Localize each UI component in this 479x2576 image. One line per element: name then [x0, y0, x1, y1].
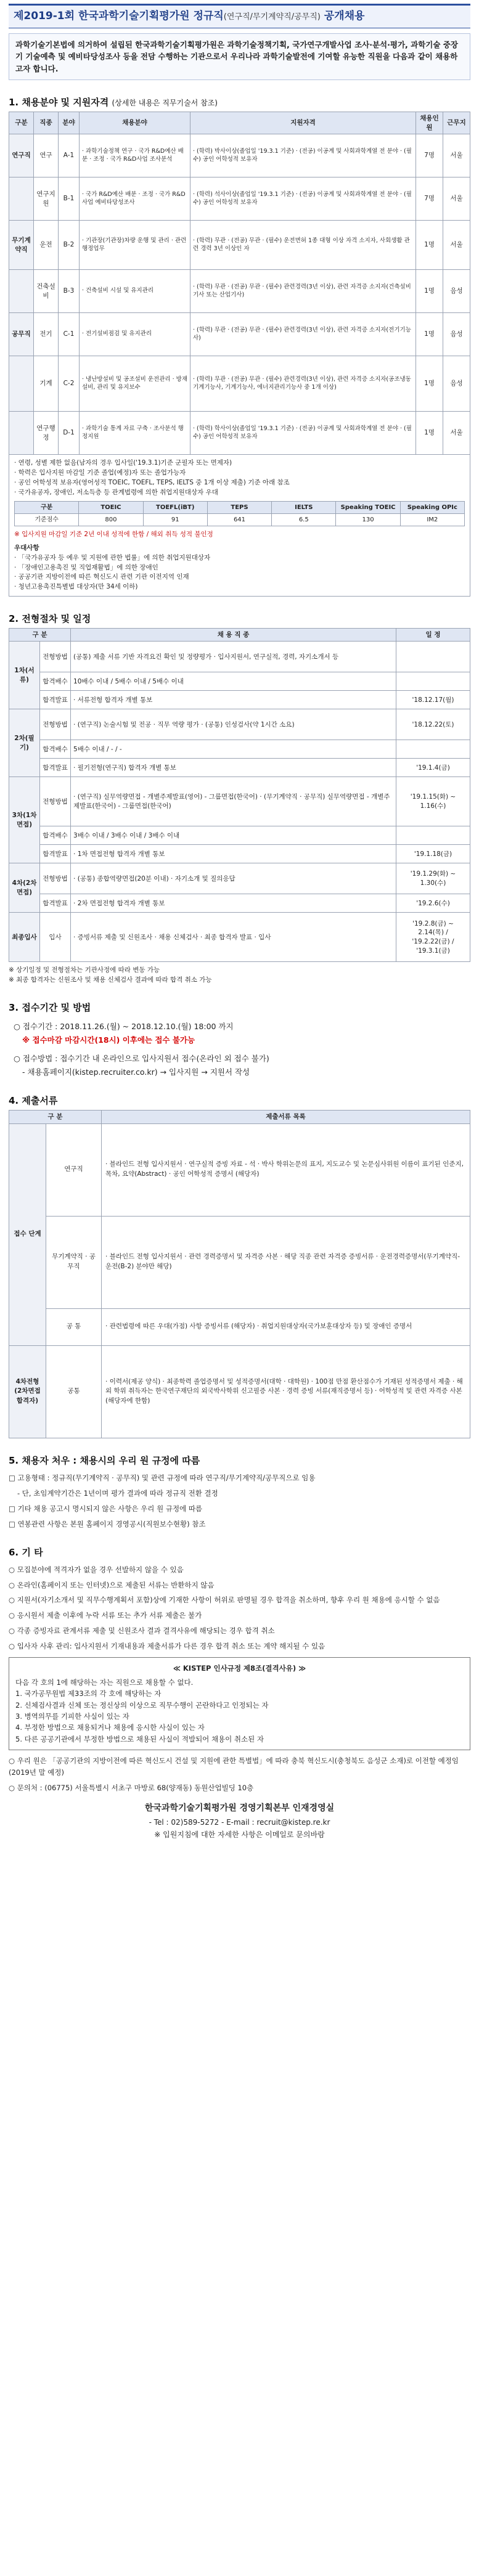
priority-line: · 「국가유공자 등 예우 및 지원에 관한 법률」에 의한 취업지원대상자: [14, 553, 211, 561]
header-cell: 채용분야: [80, 112, 190, 134]
date-cell: [396, 642, 470, 672]
score-cell: 기준점수: [15, 514, 79, 526]
job-type-cell: 연구행정: [34, 412, 59, 455]
score-cell: 130: [336, 514, 400, 526]
category-cell: [9, 412, 34, 455]
step-cell: 합격발표: [40, 894, 71, 913]
content-cell: · (연구직) 논술시험 및 전공 · 직무 역량 평가 · (공통) 인성검사(약 1시간 소요): [71, 709, 396, 740]
priority-title: 우대사항: [14, 544, 39, 552]
date-cell: '19.1.29(화) ~ 1.30(수): [396, 863, 470, 894]
table-row: [9, 356, 470, 412]
section-treatment: [9, 1454, 470, 1530]
table-header-row: [9, 628, 470, 642]
content-cell: 3배수 이내 / 3배수 이내 / 3배수 이내: [71, 826, 396, 845]
list-item: ○ 온라인(홈페이지 또는 인터넷)으로 제출된 서류는 반환하지 않음: [9, 1580, 215, 1589]
content-cell: 10배수 이내 / 5배수 이내 / 5배수 이내: [71, 672, 396, 691]
code-cell: D-1: [59, 412, 80, 455]
headcount-cell: 7명: [416, 177, 443, 221]
step-cell: 합격배수: [40, 826, 71, 845]
header-cell: 지원자격: [190, 112, 416, 134]
treatment-list: [9, 1472, 470, 1530]
header-cell: 분야: [59, 112, 80, 134]
code-cell: A-1: [59, 134, 80, 177]
code-cell: C-1: [59, 313, 80, 356]
table-row: [9, 740, 470, 759]
table-row: [9, 691, 470, 709]
header-cell: 구 분: [9, 628, 71, 642]
job-type-cell: 전기: [34, 313, 59, 356]
period-warning: [14, 1034, 470, 1046]
warning-text: ※ 접수마감 마감시간(18시) 이후에는 접수 불가능: [22, 1035, 195, 1045]
language-score-table: [14, 501, 465, 526]
qualification-cell: · (학력) 무관 · (전공) 무관 · (필수) 관련경력(3년 이상), 관련 자격증 소지자(전기기능사): [190, 313, 416, 356]
stage-cell: 4차전형 (2차면접 합격자): [9, 1345, 46, 1438]
table-row: [9, 412, 470, 455]
field-cell: · 기관장(기관장)차량 운행 및 관리 · 관련 행정업무: [80, 221, 190, 270]
stage-cell: 2차(필기): [9, 709, 40, 777]
intro-paragraph: 과학기술기본법에 의거하여 설립된 한국과학기술기획평가원은 과학기술정책기획, 국가연구개발사업 조사·분석·평가, 과학기술 중장기 기술예측 및 예비타당성조사 등을 전담 수행하는 기관으로서 우리나라 과학기술발전에 기여할 유능한 직원을 다음과 같이 채용하고자 합니다.: [9, 33, 470, 80]
location-cell: 서울: [443, 177, 470, 221]
docs-cell: · 블라인드 전형 입사지원서 · 연구실적 증빙 자료 - 석 · 박사 학위논문의 표지, 지도교수 및 논문심사위원 이름이 표기된 인준지, 목차, 요약(Abstract) · 공인 어학성적 증명서 (해당자): [102, 1123, 470, 1216]
other-tail-list: [9, 1755, 470, 1794]
disqualification-title: ≪ KISTEP 인사규정 제8조(결격사유) ≫: [173, 1664, 306, 1673]
date-cell: '18.12.17(월): [396, 691, 470, 709]
step-cell: 합격발표: [40, 759, 71, 777]
note-line: · 국가유공자, 장애인, 저소득층 등 관계법령에 의한 취업지원대상자 우대: [14, 488, 218, 496]
note-line: ※ 최종 합격자는 신원조사 및 채용 신체검사 결과에 따라 합격 취소 가능: [9, 976, 212, 984]
table-row: [9, 863, 470, 894]
location-cell: 음성: [443, 356, 470, 412]
headcount-cell: 1명: [416, 356, 443, 412]
field-cell: · 국가 R&D예산 배분 · 조정 · 국가 R&D사업 예비타당성조사: [80, 177, 190, 221]
headcount-cell: 1명: [416, 412, 443, 455]
content-cell: · 증빙서류 제출 및 신원조사 · 채용 신체검사 · 최종 합격자 발표 · 입사: [71, 913, 396, 962]
table-row: [9, 1345, 470, 1438]
header-cell: 구분: [15, 502, 79, 514]
list-item: ○ 입사자 사후 관리: 입사지원서 기재내용과 제출서류가 다른 경우 합격 취소 또는 계약 해지될 수 있음: [9, 1642, 325, 1651]
table-row: [9, 221, 470, 270]
header-cell: 채 용 직 종: [71, 628, 396, 642]
code-cell: B-3: [59, 270, 80, 313]
date-cell: '19.2.6(수): [396, 894, 470, 913]
contact-note: ※ 입원지침에 대한 자세한 사항은 이메일로 문의바람: [154, 1830, 325, 1840]
location-cell: 음성: [443, 270, 470, 313]
list-item: ○ 우리 원은 「공공기관의 지방이전에 따른 혁신도시 건설 및 지원에 관한 특별법」에 따라 충북 혁신도시(충청북도 음성군 소재)로 이전할 예정임(2019년 말 예정): [9, 1756, 459, 1777]
organization-name: 한국과학기술기획평가원 경영기획본부 인재경영실: [144, 1803, 335, 1813]
content-cell: · (공통) 종합역량면접(20분 이내) · 자기소개 및 질의응답: [71, 863, 396, 894]
application-method: ○ 접수방법 : 접수기간 내 온라인으로 입사지원서 접수(온라인 외 접수 불가): [14, 1053, 269, 1063]
header-cell: Speaking OPIc: [400, 502, 464, 514]
priority-line: · 「장애인고용촉진 및 직업재활법」에 의한 장애인: [14, 563, 158, 571]
header-cell: TOEFL(iBT): [143, 502, 207, 514]
score-cell: 6.5: [272, 514, 336, 526]
table-row: [9, 826, 470, 845]
table-row: [15, 514, 465, 526]
step-cell: 합격배수: [40, 740, 71, 759]
location-cell: 서울: [443, 412, 470, 455]
header-cell: 구 분: [9, 1110, 102, 1123]
qualification-cell: · (학력) 무관 · (전공) 무관 · (필수) 관련경력(3년 이상), 관련 자격증 소지자(건축설비기사 또는 산업기사): [190, 270, 416, 313]
job-type-cell: 운전: [34, 221, 59, 270]
step-cell: 입사: [40, 913, 71, 962]
header-cell: 구분: [9, 112, 34, 134]
process-notes: [9, 966, 470, 985]
table-header-row: [15, 502, 465, 514]
date-cell: '19.1.4(금): [396, 759, 470, 777]
content-cell: · 1차 면접전형 합격자 개별 통보: [71, 845, 396, 863]
step-cell: 합격발표: [40, 691, 71, 709]
location-cell: 음성: [443, 313, 470, 356]
application-method-detail[interactable]: - 채용홈페이지(kistep.recruiter.co.kr) → 입사지원 → 지원서 작성: [22, 1067, 250, 1077]
list-item: ○ 문의처 : (06775) 서울특별시 서초구 마방로 68(양재동) 동원산업빌딩 10층: [9, 1783, 254, 1793]
score-cell: IM2: [400, 514, 464, 526]
table-row: [9, 759, 470, 777]
section-positions: [9, 96, 470, 597]
header-cell: TOEIC: [79, 502, 143, 514]
content-cell: 5배수 이내 / - / -: [71, 740, 396, 759]
list-item: ○ 모집분야에 적격자가 없을 경우 선발하지 않을 수 있음: [9, 1565, 184, 1574]
category-cell: [9, 177, 34, 221]
header-cell: 제출서류 목록: [102, 1110, 470, 1123]
table-row: [9, 913, 470, 962]
application-period: ○ 접수기간 : 2018.11.26.(월) ~ 2018.12.10.(월) 18:00 까지: [14, 1021, 234, 1031]
header-cell: 일 정: [396, 628, 470, 642]
list-item: □ 고용형태 : 정규직(무기계약직 · 공무직) 및 관련 규정에 따라 연구직/무기계약직/공무직으로 임용: [9, 1473, 316, 1482]
section-heading: 1. 채용분야 및 지원자격 (상세한 내용은 직무기술서 참조): [9, 96, 218, 108]
type-cell: 공 통: [46, 1308, 102, 1345]
priority-line: · 공공기관 지방이전에 따른 혁신도시 관련 기관 이전지역 인재: [14, 573, 189, 581]
score-cell: 800: [79, 514, 143, 526]
job-type-cell: 기계: [34, 356, 59, 412]
stage-cell: 3차(1차면접): [9, 777, 40, 863]
docs-cell: · 이력서(제공 양식) · 최종학력 졸업증명서 및 성적증명서(대학 · 대학원) · 100점 만점 환산점수가 기재된 성적증명서 제출 · 해외 학위 취득자는 한국연구재단의 외국박사학위 신고필증 사본 · 경력 증빙 서류(재직증명서 등) · 어학성적 및 관련 자격증 사본(해당자에 한함): [102, 1345, 470, 1438]
field-cell: · 건축설비 시설 및 유지관리: [80, 270, 190, 313]
content-cell: · 2차 면접전형 합격자 개별 통보: [71, 894, 396, 913]
disqualification-line: 3. 병역의무를 기피한 사실이 있는 자: [15, 1711, 129, 1721]
note-line: ※ 상기일정 및 전형절차는 기관사정에 따라 변동 가능: [9, 966, 160, 974]
stage-cell: 1차(서류): [9, 642, 40, 709]
category-cell: [9, 356, 34, 412]
type-cell: 공통: [46, 1345, 102, 1438]
positions-table: [9, 112, 470, 455]
content-cell: · (연구직) 실무역량면접 - 개별주제발표(영어) - 그룹면접(한국어) · (무기계약직 · 공무직) 실무역량면접 - 개별주제발표(한국어) - 그룹면접(한국어): [71, 777, 396, 826]
table-row: [9, 894, 470, 913]
list-item: - 단, 초임계약기간은 1년이며 평가 결과에 따라 정규직 전환 결정: [17, 1488, 218, 1498]
note-line: · 연령, 성별 제한 없음(남자의 경우 입사일('19.3.1)기준 군필자 또는 면제자): [14, 459, 232, 467]
header-cell: TEPS: [207, 502, 271, 514]
code-cell: B-1: [59, 177, 80, 221]
disqualification-line: 1. 국가공무원법 제33조의 각 호에 해당하는 자: [15, 1689, 162, 1698]
content-cell: · 필기전형(연구직) 합격자 개별 통보: [71, 759, 396, 777]
job-type-cell: 건축설비: [34, 270, 59, 313]
type-cell: 무기계약직 · 공무직: [46, 1216, 102, 1308]
step-cell: 전형방법: [40, 642, 71, 672]
header-cell: Speaking TOEIC: [336, 502, 400, 514]
type-cell: 연구직: [46, 1123, 102, 1216]
section-other: [9, 1546, 470, 1794]
content-cell: · 서류전형 합격자 개별 통보: [71, 691, 396, 709]
category-cell: [9, 270, 34, 313]
field-cell: · 전기설비점검 및 유지관리: [80, 313, 190, 356]
disqualification-line: 2. 신체검사결과 신체 또는 정신상의 이상으로 직무수행이 곤란하다고 인정되는 자: [15, 1700, 269, 1710]
location-cell: 서울: [443, 221, 470, 270]
stage-cell: 4차(2차면접): [9, 863, 40, 913]
stage-cell: 접수 단계: [9, 1123, 46, 1345]
language-note: ※ 입사지원 마감일 기준 2년 이내 성적에 한함 / 해외 취득 성적 불인정: [14, 531, 213, 539]
field-cell: · 과학기술정책 연구 · 국가 R&D예산 배분 · 조정 · 국가 R&D사업 조사분석: [80, 134, 190, 177]
date-cell: [396, 826, 470, 845]
table-row: [9, 1308, 470, 1345]
documents-table: [9, 1110, 470, 1438]
disqualification-line: 4. 부정한 방법으로 채용되거나 채용에 응시한 사실이 있는 자: [15, 1723, 205, 1732]
table-row: [9, 134, 470, 177]
qualification-cell: · (학력) 무관 · (전공) 무관 · (필수) 관련경력(3년 이상), 관련 자격증 소지자(공조냉동기계기능사, 기계기능사, 에너지관리기능사 중 1개 이상): [190, 356, 416, 412]
docs-cell: · 관련법령에 따른 우대(가점) 사항 증빙서류 (해당자) · 취업지원대상자(국가보훈대상자 등) 및 장애인 증명서: [102, 1308, 470, 1345]
category-cell: 무기계약직: [9, 221, 34, 270]
headcount-cell: 7명: [416, 134, 443, 177]
table-row: [9, 270, 470, 313]
section-heading: 2. 전형절차 및 일정: [9, 613, 91, 624]
section-documents: [9, 1094, 470, 1438]
section-process: [9, 613, 470, 985]
table-header-row: [9, 112, 470, 134]
docs-cell: · 블라인드 전형 입사지원서 · 관련 경력증명서 및 자격증 사본 · 해당 직종 관련 자격증 증빙서류 · 운전경력증명서(무기계약직-운전(B-2) 분야만 해당): [102, 1216, 470, 1308]
disqualification-line: 5. 다른 공공기관에서 부정한 방법으로 채용된 사실이 적발되어 채용이 취소된 자: [15, 1734, 264, 1743]
job-type-cell: 연구: [34, 134, 59, 177]
date-cell: [396, 672, 470, 691]
note-line: · 학력은 입사지원 마감일 기준 졸업(예정)자 또는 졸업가능자: [14, 469, 186, 477]
score-cell: 91: [143, 514, 207, 526]
qualification-cell: · (학력) 석사이상(졸업일 '19.3.1 기준) · (전공) 이공계 및 사회과학계열 전 분야 · (필수) 공인 어학성적 보유자: [190, 177, 416, 221]
table-row: [9, 672, 470, 691]
table-row: [9, 1216, 470, 1308]
positions-notes: [9, 455, 470, 597]
code-cell: B-2: [59, 221, 80, 270]
date-cell: '19.1.18(금): [396, 845, 470, 863]
table-row: [9, 642, 470, 672]
field-cell: · 과학기술 통계 자료 구축 · 조사분석 행정지원: [80, 412, 190, 455]
table-row: [9, 777, 470, 826]
job-type-cell: 연구지원: [34, 177, 59, 221]
stage-cell: 최종입사: [9, 913, 40, 962]
category-cell: 공무직: [9, 313, 34, 356]
table-row: [9, 177, 470, 221]
step-cell: 전형방법: [40, 777, 71, 826]
other-list: [9, 1564, 470, 1653]
qualification-cell: · (학력) 학사이상(졸업일 '19.3.1 기준) · (전공) 이공계 및 사회과학계열 전 분야 · (필수) 공인 어학성적 보유자: [190, 412, 416, 455]
section-application: [9, 1001, 470, 1078]
page-title: 제2019-1회 한국과학기술기획평가원 정규직(연구직/무기계약직/공무직) 공개채용: [14, 10, 365, 22]
date-cell: '19.1.15(화) ~ 1.16(수): [396, 777, 470, 826]
header-cell: 근무지: [443, 112, 470, 134]
title-bar: [9, 4, 470, 28]
section-heading: 6. 기 타: [9, 1546, 43, 1558]
content-cell: (공통) 제출 서류 기반 자격요건 확인 및 정량평가 · 입사지원서, 연구실적, 경력, 자기소개서 등: [71, 642, 396, 672]
list-item: ○ 각종 증빙자료 관계서류 제출 및 신원조사 결과 결격사유에 해당되는 경우 합격 취소: [9, 1626, 275, 1636]
table-row: [9, 709, 470, 740]
table-row: [9, 313, 470, 356]
date-cell: [396, 740, 470, 759]
note-line: · 공인 어학성적 보유자(영어성적 TOEIC, TOEFL, TEPS, IELTS 중 1개 이상 제출) 기준 아래 참조: [14, 478, 290, 486]
location-cell: 서울: [443, 134, 470, 177]
process-table: [9, 628, 470, 963]
step-cell: 합격배수: [40, 672, 71, 691]
list-item: □ 기타 채용 공고시 명시되지 않은 사항은 우리 원 규정에 따름: [9, 1504, 203, 1513]
disqualification-line: 다음 각 호의 1에 해당하는 자는 직원으로 채용할 수 없다.: [15, 1677, 194, 1687]
closing-block: [9, 1801, 470, 1841]
headcount-cell: 1명: [416, 221, 443, 270]
date-cell: '18.12.22(토): [396, 709, 470, 740]
section-heading: 3. 접수기간 및 방법: [9, 1001, 91, 1013]
disqualification-box: [9, 1657, 470, 1750]
table-header-row: [9, 1110, 470, 1123]
list-item: □ 연봉관련 사항은 본원 홈페이지 경영공시(직원보수현황) 참조: [9, 1519, 206, 1528]
qualification-cell: · (학력) 무관 · (전공) 무관 · (필수) 운전면허 1종 대형 이상 자격 소지자, 사회생활 관련 경력 3년 이상인 자: [190, 221, 416, 270]
header-cell: 직종: [34, 112, 59, 134]
step-cell: 전형방법: [40, 863, 71, 894]
score-cell: 641: [207, 514, 271, 526]
headcount-cell: 1명: [416, 313, 443, 356]
field-cell: · 냉난방설비 및 공조설비 운전관리 · 방재설비, 관리 및 유지보수: [80, 356, 190, 412]
qualification-cell: · (학력) 박사이상(졸업일 '19.3.1 기준) · (전공) 이공계 및 사회과학계열 전 분야 · (필수) 공인 어학성적 보유자: [190, 134, 416, 177]
contact-info[interactable]: - Tel : 02)589-5272 - E-mail : recruit@kistep.re.kr: [149, 1817, 330, 1827]
table-row: [9, 845, 470, 863]
list-item: ○ 응시원서 제출 이후에 누락 서류 또는 추가 서류 제출은 불가: [9, 1611, 202, 1620]
header-cell: 채용인원: [416, 112, 443, 134]
list-item: ○ 지원서(자기소개서 및 직무수행계획서 포함)상에 기재한 사항이 허위로 판명될 경우 합격을 취소하며, 향후 우리 원 채용에 응시할 수 없음: [9, 1596, 440, 1605]
table-row: [9, 1123, 470, 1216]
priority-line: · 청년고용촉진특별법 대상자(만 34세 이하): [14, 583, 138, 591]
headcount-cell: 1명: [416, 270, 443, 313]
section-heading: 4. 제출서류: [9, 1094, 58, 1106]
date-cell: '19.2.8(금) ~ 2.14(목) / '19.2.22(금) / '19.3.1(금): [396, 913, 470, 962]
code-cell: C-2: [59, 356, 80, 412]
header-cell: IELTS: [272, 502, 336, 514]
section-heading: 5. 채용자 처우 : 채용시의 우리 원 규정에 따름: [9, 1454, 200, 1466]
category-cell: 연구직: [9, 134, 34, 177]
step-cell: 전형방법: [40, 709, 71, 740]
step-cell: 합격발표: [40, 845, 71, 863]
